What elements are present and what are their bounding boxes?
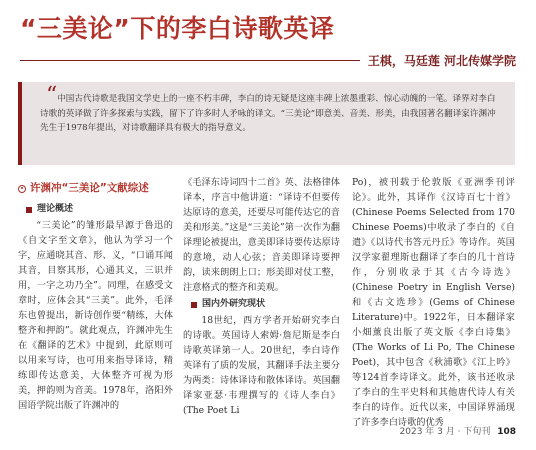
quote-mark: “ xyxy=(46,83,58,108)
author-line xyxy=(20,52,516,68)
page-number: 108 xyxy=(497,427,516,437)
column-1 xyxy=(18,175,173,413)
square-bullet-icon xyxy=(26,207,32,213)
subsection-heading xyxy=(26,202,173,217)
paragraph: 18世纪，西方学者开始研究李白的诗歌。英国诗人索姆·詹尼斯是李白诗歌英译第一人。20世纪，李白诗作英译有了质的发展，其翻译手法主要分为两类：诗体译诗和散体译诗。英国翻译家亚瑟·韦理撰写的《诗人李白》(The Poet Li xyxy=(183,315,340,416)
bullet-circle-icon xyxy=(18,185,26,193)
page-footer xyxy=(400,424,516,437)
column-3 xyxy=(352,175,515,430)
paragraph: 《毛泽东诗词四十二首》英、法格律体译本，序言中他讲道：“译诗不但要传达原诗的意美，还要尽可能传达它的音美和形美。”这是“三美论”第一次作为翻译理论被提出，意美即译诗要传达原诗的意境，动人心弦；音美即译诗要押韵，读来朗朗上口；形美即对仗工整，注意格式的整齐和美观。 xyxy=(183,177,340,293)
authors: 王棋，马廷莲 河北传媒学院 xyxy=(367,53,516,68)
abstract-text: 中国古代诗歌是我国文学史上的一座不朽丰碑，李白的诗无疑是这座丰碑上浓墨重彩、惊心动魄的一笔。译界对李白诗歌的英译做了许多探索与实践，留下了许多时人矛咏的译文。“三美论”即意美、音美、形美，由我国著名翻译家许渊冲先生于1978年提出，对诗歌翻译具有极大的指导意义。 xyxy=(40,94,496,134)
subsection-heading xyxy=(191,297,340,312)
article-title: “三美论”下的李白诗歌英译 xyxy=(20,14,335,43)
issue-date: 2023 年 3 月 · 下旬刊 xyxy=(399,427,491,437)
title-rule xyxy=(20,60,360,61)
paragraph: Po)，被刊载于伦敦版《亚洲季刊评论》。此外，其译作《汉诗百七十首》(Chinese Poems Selected from 170 Chinese Poems)中收录了李白的《自遣》《以诗代书答元丹丘》等诗作。英国汉学家翟理斯也翻译了李白的几十首诗作，分别收录于其《古今诗选》(Chinese Poetry in English Verse)和《古文选珍》(Gems of Chinese Literature)中。1922年，日本翻译家小畑薰良出版了英文版《李白诗集》(The Works of Li Po, The Chinese Poet)，其中包含《秋浦歌》《江上吟》等124首李诗译文。此外，该书还收录了李白的生平史料和其他唐代诗人有关李白的诗作。近代以来，中国译界涌现了许多李白诗歌的优秀 xyxy=(352,177,515,428)
subsection-title: 国内外研究现状 xyxy=(202,299,266,309)
section-title: 许渊冲“三美论”文献综述 xyxy=(30,182,149,194)
subsection-title: 理论概述 xyxy=(37,204,74,214)
column-2 xyxy=(183,175,340,418)
square-bullet-icon xyxy=(191,302,197,308)
section-heading xyxy=(18,181,173,196)
paragraph: “三美论”的雏形最早源于鲁迅的《自文字至文章》，他认为学习一个字，应通晓其音、形、义，“口诵耳闻其音，目察其形，心通其义，三识并用，一字之功乃全”。同理，在感受文章时，应体会其“三美”。此外，毛泽东也曾提出，新诗创作要“精练，大体整齐和押韵”。就此观点，许渊冲先生在《翻译的艺术》中提到，此原则可以用来写诗，也可用来指导译诗，精练即传达意美，大体整齐可视为形美，押韵则为音美。1978年，洛阳外国语学院出版了许渊冲的 xyxy=(18,220,173,411)
abstract-box xyxy=(18,82,515,165)
